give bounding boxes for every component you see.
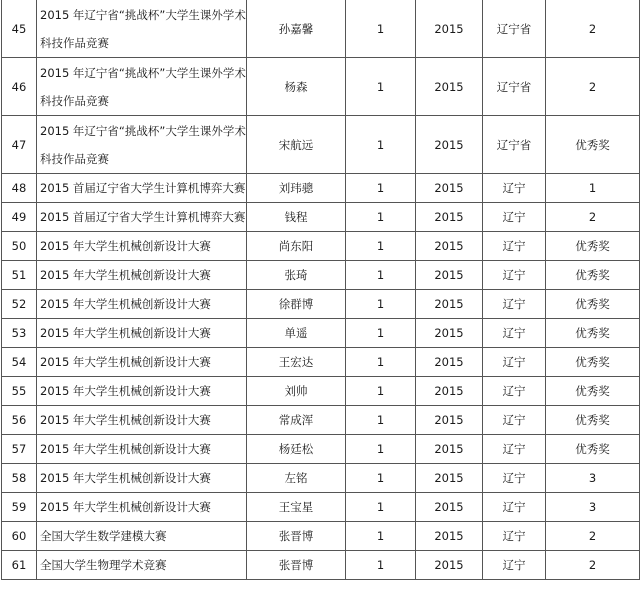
award-grade: 优秀奖 <box>546 406 640 435</box>
table-row <box>2 203 640 232</box>
award-count: 1 <box>346 551 416 580</box>
award-year: 2015 <box>416 116 483 174</box>
student-name: 钱程 <box>247 203 346 232</box>
award-grade: 3 <box>546 464 640 493</box>
row-number: 56 <box>2 406 37 435</box>
awards-table <box>1 0 640 580</box>
competition-name: 2015 年大学生机械创新设计大赛 <box>37 377 247 406</box>
competition-name: 全国大学生数学建模大赛 <box>37 522 247 551</box>
award-count: 1 <box>346 493 416 522</box>
award-year: 2015 <box>416 232 483 261</box>
award-count: 1 <box>346 464 416 493</box>
award-level: 辽宁 <box>483 203 546 232</box>
award-count: 1 <box>346 522 416 551</box>
award-year: 2015 <box>416 551 483 580</box>
award-count: 1 <box>346 0 416 58</box>
student-name: 常成浑 <box>247 406 346 435</box>
table-row <box>2 232 640 261</box>
competition-name: 2015 年大学生机械创新设计大赛 <box>37 348 247 377</box>
award-year: 2015 <box>416 406 483 435</box>
award-grade: 优秀奖 <box>546 319 640 348</box>
student-name: 杨廷松 <box>247 435 346 464</box>
award-level: 辽宁 <box>483 522 546 551</box>
award-level: 辽宁省 <box>483 116 546 174</box>
award-level: 辽宁 <box>483 551 546 580</box>
table-row <box>2 58 640 116</box>
award-level: 辽宁 <box>483 464 546 493</box>
competition-name: 2015 年大学生机械创新设计大赛 <box>37 464 247 493</box>
table-row <box>2 174 640 203</box>
row-number: 46 <box>2 58 37 116</box>
award-count: 1 <box>346 406 416 435</box>
award-grade: 优秀奖 <box>546 348 640 377</box>
award-level: 辽宁 <box>483 406 546 435</box>
award-level: 辽宁 <box>483 174 546 203</box>
competition-name: 2015 年辽宁省“挑战杯”大学生课外学术科技作品竞赛 <box>37 0 247 58</box>
student-name: 王宏达 <box>247 348 346 377</box>
table-row <box>2 319 640 348</box>
student-name: 徐群博 <box>247 290 346 319</box>
award-level: 辽宁 <box>483 348 546 377</box>
award-year: 2015 <box>416 464 483 493</box>
award-grade: 优秀奖 <box>546 290 640 319</box>
row-number: 55 <box>2 377 37 406</box>
award-count: 1 <box>346 58 416 116</box>
student-name: 宋航远 <box>247 116 346 174</box>
award-year: 2015 <box>416 435 483 464</box>
award-year: 2015 <box>416 58 483 116</box>
award-level: 辽宁 <box>483 435 546 464</box>
award-year: 2015 <box>416 174 483 203</box>
award-year: 2015 <box>416 290 483 319</box>
student-name: 王宝星 <box>247 493 346 522</box>
awards-table-body <box>2 0 640 580</box>
table-row <box>2 290 640 319</box>
row-number: 60 <box>2 522 37 551</box>
competition-name: 2015 年辽宁省“挑战杯”大学生课外学术科技作品竞赛 <box>37 116 247 174</box>
row-number: 53 <box>2 319 37 348</box>
table-row <box>2 493 640 522</box>
award-grade: 优秀奖 <box>546 377 640 406</box>
row-number: 58 <box>2 464 37 493</box>
award-level: 辽宁 <box>483 261 546 290</box>
award-grade: 优秀奖 <box>546 435 640 464</box>
row-number: 59 <box>2 493 37 522</box>
row-number: 49 <box>2 203 37 232</box>
award-count: 1 <box>346 435 416 464</box>
table-row <box>2 464 640 493</box>
student-name: 张晋博 <box>247 522 346 551</box>
table-row <box>2 406 640 435</box>
award-year: 2015 <box>416 348 483 377</box>
competition-name: 2015 年大学生机械创新设计大赛 <box>37 493 247 522</box>
award-year: 2015 <box>416 319 483 348</box>
student-name: 单遥 <box>247 319 346 348</box>
award-year: 2015 <box>416 522 483 551</box>
competition-name: 2015 年大学生机械创新设计大赛 <box>37 406 247 435</box>
student-name: 刘帅 <box>247 377 346 406</box>
award-level: 辽宁 <box>483 319 546 348</box>
award-count: 1 <box>346 261 416 290</box>
competition-name: 2015 年大学生机械创新设计大赛 <box>37 435 247 464</box>
award-grade: 1 <box>546 174 640 203</box>
award-level: 辽宁 <box>483 232 546 261</box>
award-count: 1 <box>346 203 416 232</box>
competition-name: 2015 年大学生机械创新设计大赛 <box>37 290 247 319</box>
competition-name: 2015 首届辽宁省大学生计算机博弈大赛 <box>37 174 247 203</box>
award-grade: 2 <box>546 58 640 116</box>
competition-name: 2015 年辽宁省“挑战杯”大学生课外学术科技作品竞赛 <box>37 58 247 116</box>
award-count: 1 <box>346 348 416 377</box>
award-level: 辽宁 <box>483 377 546 406</box>
table-row <box>2 261 640 290</box>
row-number: 54 <box>2 348 37 377</box>
award-year: 2015 <box>416 377 483 406</box>
award-count: 1 <box>346 232 416 261</box>
award-grade: 2 <box>546 551 640 580</box>
student-name: 尚东阳 <box>247 232 346 261</box>
award-level: 辽宁省 <box>483 58 546 116</box>
award-year: 2015 <box>416 261 483 290</box>
table-row <box>2 0 640 58</box>
table-row <box>2 435 640 464</box>
award-grade: 2 <box>546 522 640 551</box>
row-number: 50 <box>2 232 37 261</box>
award-count: 1 <box>346 377 416 406</box>
award-level: 辽宁 <box>483 290 546 319</box>
table-row <box>2 377 640 406</box>
table-row <box>2 522 640 551</box>
competition-name: 2015 首届辽宁省大学生计算机博弈大赛 <box>37 203 247 232</box>
award-grade: 2 <box>546 0 640 58</box>
row-number: 51 <box>2 261 37 290</box>
award-count: 1 <box>346 319 416 348</box>
student-name: 孙嘉馨 <box>247 0 346 58</box>
award-level: 辽宁省 <box>483 0 546 58</box>
competition-name: 2015 年大学生机械创新设计大赛 <box>37 261 247 290</box>
competition-name: 2015 年大学生机械创新设计大赛 <box>37 232 247 261</box>
row-number: 47 <box>2 116 37 174</box>
student-name: 张琦 <box>247 261 346 290</box>
competition-name: 2015 年大学生机械创新设计大赛 <box>37 319 247 348</box>
row-number: 48 <box>2 174 37 203</box>
student-name: 刘玮骢 <box>247 174 346 203</box>
award-year: 2015 <box>416 493 483 522</box>
row-number: 61 <box>2 551 37 580</box>
student-name: 杨森 <box>247 58 346 116</box>
row-number: 57 <box>2 435 37 464</box>
award-level: 辽宁 <box>483 493 546 522</box>
student-name: 左铭 <box>247 464 346 493</box>
table-row <box>2 116 640 174</box>
table-row <box>2 551 640 580</box>
award-year: 2015 <box>416 0 483 58</box>
award-grade: 3 <box>546 493 640 522</box>
award-count: 1 <box>346 116 416 174</box>
award-year: 2015 <box>416 203 483 232</box>
row-number: 45 <box>2 0 37 58</box>
award-count: 1 <box>346 174 416 203</box>
award-grade: 优秀奖 <box>546 116 640 174</box>
award-grade: 2 <box>546 203 640 232</box>
award-grade: 优秀奖 <box>546 232 640 261</box>
award-count: 1 <box>346 290 416 319</box>
award-grade: 优秀奖 <box>546 261 640 290</box>
competition-name: 全国大学生物理学术竞赛 <box>37 551 247 580</box>
table-row <box>2 348 640 377</box>
row-number: 52 <box>2 290 37 319</box>
student-name: 张晋博 <box>247 551 346 580</box>
